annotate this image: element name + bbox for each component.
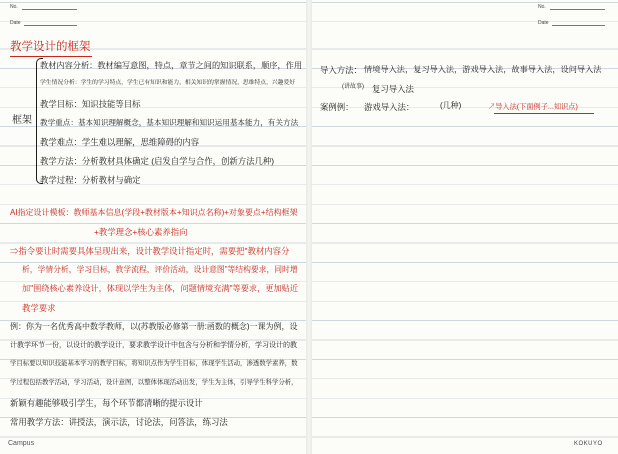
ai-template-line: +教学理念+核心素养指向 — [94, 227, 188, 237]
prompt-paragraph-line: ⇒指令要让时需要具体呈现出来，设计教学设计指定时，需要把"教材内容分 — [10, 246, 290, 256]
page-title: 教学设计的框架 — [10, 41, 91, 53]
date-underline — [24, 25, 77, 26]
example-paragraph-line: 计教学环节一份，以设计的教学设计，要求教学设计中包含与分析和学情分析，学习设计的教 — [10, 342, 297, 349]
framework-item: 教学目标：知识技能等目标 — [40, 99, 141, 109]
title-underline — [10, 56, 92, 57]
date-underline — [552, 25, 605, 26]
common-methods: 常用教学方法：讲授法，演示法，讨论法，问答法，练习法 — [10, 417, 228, 427]
framework-item: 学生情况分析：学生的学习特点，学生已有知识和能力，相关知识的掌握情况，思维特点，兴趣爱好 — [40, 80, 296, 86]
prompt-paragraph-line: 加"围绕核心素养设计，体现以学生为主体，问题情境充满"等要求，更加贴近 — [22, 284, 299, 293]
red-note: ↗导入法(下面例子...知识点) — [488, 102, 578, 111]
intro-prefix: (讲故事) — [342, 84, 364, 90]
date-label: Date — [538, 20, 549, 26]
no-label: No. — [538, 4, 546, 10]
prompt-paragraph-line: 教学要求 — [22, 303, 56, 313]
brand-logo: Campus — [8, 440, 35, 447]
example-paragraph-line: 新颖有趣能够吸引学生，每个环节都清晰的提示设计 — [10, 398, 203, 408]
framework-item: 教材内容分析：教材编写意图，特点，章节之间的知识联系，顺序，作用 — [40, 61, 303, 70]
example-label: 案例例： — [320, 102, 354, 112]
prompt-paragraph-line: 析，学情分析，学习目标，教学流程，评价活动，设计意图"等结构要求，同时增 — [22, 265, 298, 274]
framework-item: 教学难点：学生难以理解，思维障碍的内容 — [40, 137, 200, 147]
no-underline — [22, 9, 77, 10]
example-count: (几种) — [440, 101, 462, 110]
example-paragraph-line: 学过程包括教学活动，学习活动，设计意图，以整体体现活动出发，学生为主体，引导学生科学分析， — [10, 379, 298, 386]
no-underline — [550, 9, 605, 10]
no-label: No. — [10, 4, 18, 10]
intro-line: 情境导入法，复习导入法，游戏导入法，故事导入法，设问导入法 — [364, 65, 602, 74]
intro-label: 导入方法： — [320, 65, 362, 75]
left-page — [0, 0, 306, 454]
brand-logo: KOKUYO — [574, 441, 603, 447]
framework-item: 教学方法：分析教材具体确定 (启发自学与合作，创新方法几种) — [40, 156, 275, 166]
red-note-underline — [494, 113, 594, 114]
ai-template-line: AI指定设计模板：教师基本信息(学段+教材版本+知识点名称)+对象要点+结构框架 — [10, 208, 298, 217]
example-paragraph-line: 例：你为一名优秀高中数学教师，以(苏教版必修第一册:函数的概念)一课为例，设 — [10, 322, 298, 331]
framework-label: 框架 — [12, 115, 32, 126]
date-label: Date — [10, 20, 21, 26]
example-line: 游戏导入法： — [364, 102, 415, 112]
framework-item: 教学过程：分析教材与确定 — [40, 175, 141, 185]
example-paragraph-line: 学目标要以知识技能基本学习的教学目标，将知识点作为学生目标，体现学生活动，渗透数学素养，数 — [10, 360, 298, 367]
intro-line: 复习导入法 — [372, 84, 414, 94]
framework-item: 教学重点：基本知识理解概念，基本知识理解和知识运用基本能力，有关方法 — [40, 118, 299, 127]
right-page — [312, 0, 618, 454]
